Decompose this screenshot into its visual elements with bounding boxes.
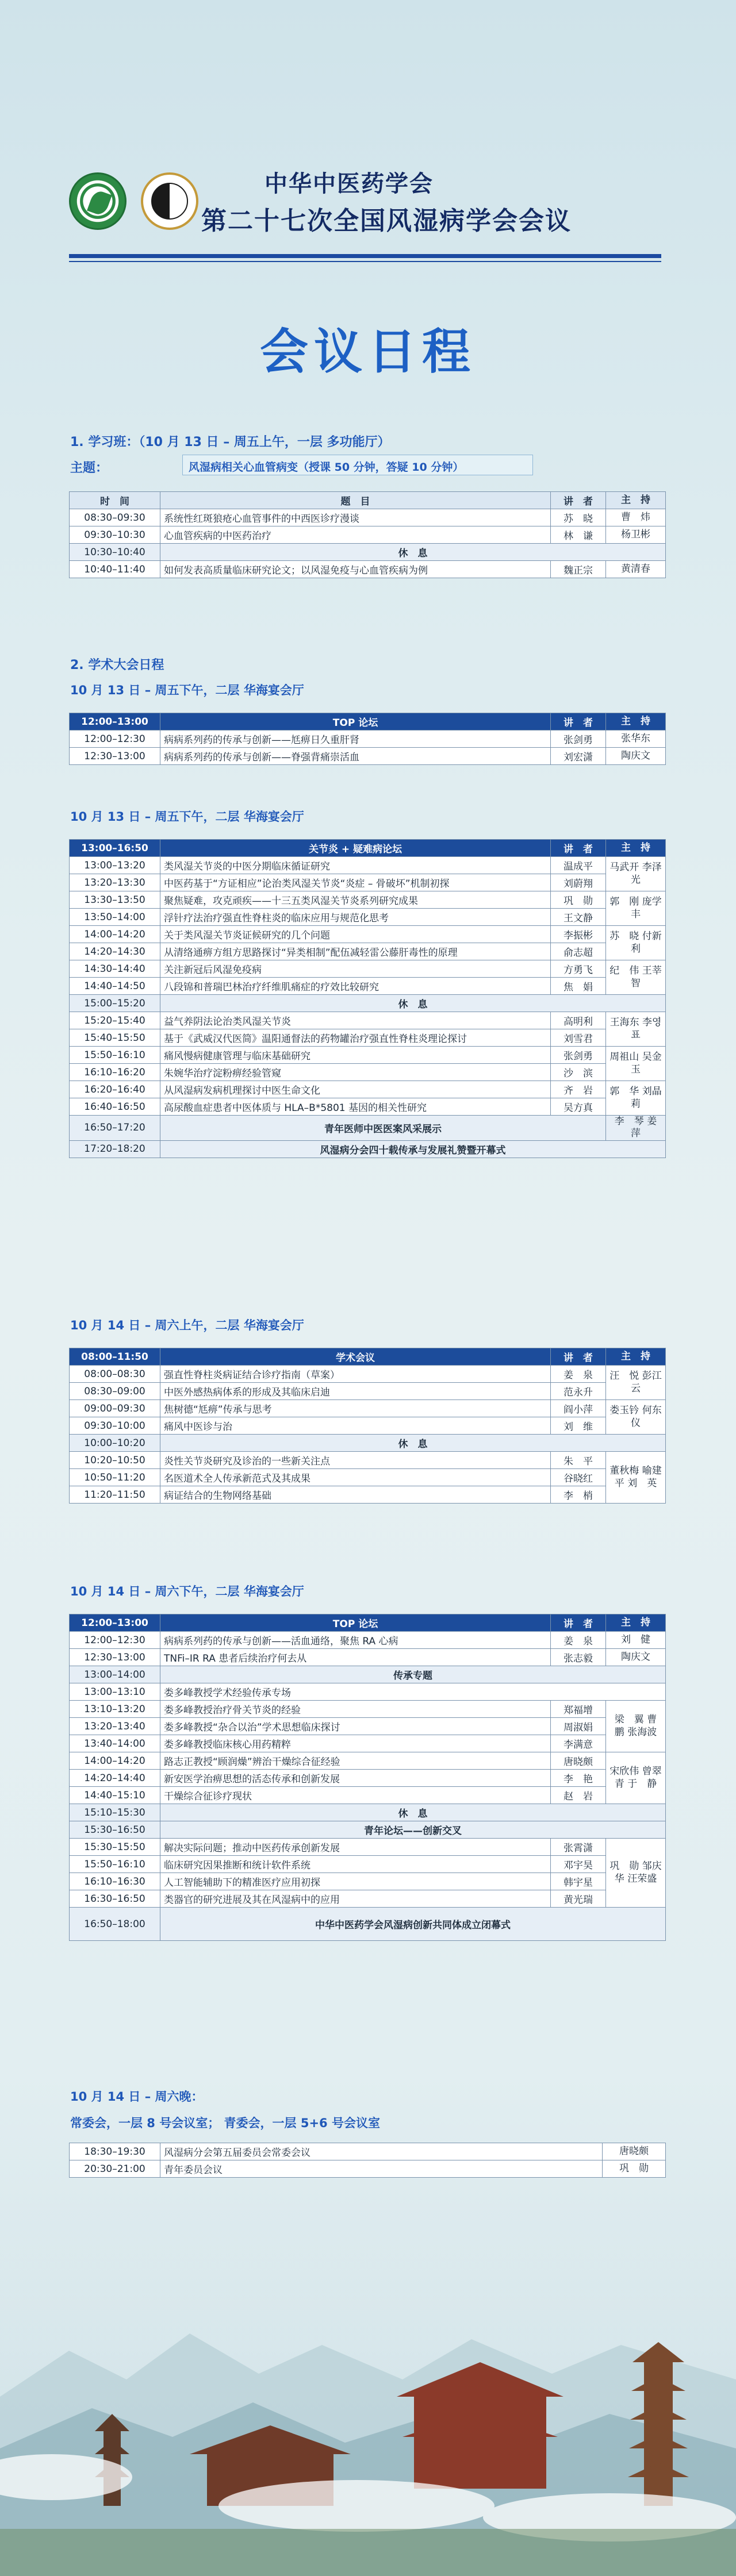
row-topic: 传承专题 (160, 1666, 666, 1683)
row-chair: 黄清春 (606, 561, 666, 578)
row-speaker: 巩 勋 (603, 2160, 666, 2178)
header-chair: 主 持 (606, 1614, 666, 1632)
row-chair: 周祖山 吴金玉 (606, 1047, 666, 1081)
row-time: 08:30–09:30 (70, 509, 160, 526)
row-speaker: 温成平 (551, 857, 606, 874)
row-time: 12:30–13:00 (70, 1649, 160, 1666)
table-row (70, 1486, 666, 1504)
s5-meeting-rooms: 常委会，一层 8 号会议室； 青委会，一层 5+6 号会议室 (70, 2116, 380, 2130)
table-row (70, 1752, 666, 1770)
row-topic: 休 息 (160, 1804, 666, 1821)
row-time: 08:00–08:30 (70, 1366, 160, 1383)
row-speaker: 李振彬 (551, 926, 606, 943)
table-arthritis-forum (69, 839, 666, 1158)
table-row (70, 857, 666, 874)
row-topic: 炎性关节炎研究及诊治的一些新关注点 (160, 1452, 551, 1469)
row-time: 12:00–12:30 (70, 1632, 160, 1649)
row-time: 10:30–10:40 (70, 544, 160, 561)
row-topic: 如何发表高质量临床研究论文；以风湿免疫与心血管疾病为例 (160, 561, 551, 578)
row-speaker: 张剑勇 (551, 1047, 606, 1064)
section1-topic-wrap (70, 455, 533, 475)
table-row (70, 1012, 666, 1029)
row-time: 13:20–13:30 (70, 874, 160, 891)
table-row (70, 943, 666, 960)
table-row (70, 1452, 666, 1469)
table-row (70, 561, 666, 578)
table-row (70, 1098, 666, 1116)
row-speaker: 苏 晓 (551, 509, 606, 526)
row-speaker: 魏正宗 (551, 561, 606, 578)
row-time: 13:50–14:00 (70, 909, 160, 926)
table-row (70, 1735, 666, 1752)
row-chair: 梁 翼 曹 鹏 张海波 (606, 1701, 666, 1752)
section1-topic: 风湿病相关心血管病变（授课 50 分钟，答疑 10 分钟） (182, 455, 533, 475)
row-topic: 基于《武威汉代医简》温阳通督法的药物罐治疗强直性脊柱炎理论探讨 (160, 1029, 551, 1047)
row-speaker: 王文静 (551, 909, 606, 926)
row-chair: 杨卫彬 (606, 526, 666, 544)
row-topic: 青年委员会议 (160, 2160, 603, 2178)
row-time: 14:40–15:10 (70, 1787, 160, 1804)
table-top-forum-fri (69, 713, 666, 765)
page-title: 会议日程 (259, 324, 476, 380)
row-speaker: 赵 岩 (551, 1787, 606, 1804)
table-row-special (70, 1821, 666, 1839)
row-speaker: 高明利 (551, 1012, 606, 1029)
row-speaker: 范永升 (551, 1383, 606, 1400)
yin-yang-logo-icon (141, 172, 198, 230)
row-topic: 风湿病分会四十载传承与发展礼赞暨开幕式 (160, 1140, 666, 1158)
table-academic-sat-am (69, 1348, 666, 1504)
table-row (70, 978, 666, 995)
row-speaker: 俞志超 (551, 943, 606, 960)
row-time: 09:30–10:30 (70, 526, 160, 544)
row-time: 15:10–15:30 (70, 1804, 160, 1821)
row-topic: 新安医学治痹思想的活态传承和创新发展 (160, 1770, 551, 1787)
ancient-city-landscape-illustration (0, 2207, 736, 2576)
row-chair: 刘 健 (606, 1632, 666, 1649)
table-row (70, 1029, 666, 1047)
row-topic: 关注新冠后风湿免疫病 (160, 960, 551, 978)
row-time: 15:50–16:10 (70, 1856, 160, 1873)
row-topic: 病病系列药的传承与创新——脊强背痛崇活血 (160, 748, 551, 765)
table-row-break (70, 995, 666, 1012)
row-time: 09:00–09:30 (70, 1400, 160, 1417)
row-time: 13:00–14:00 (70, 1666, 160, 1683)
table-row (70, 1839, 666, 1856)
row-chair: 董秋梅 喻建平 刘 英 (606, 1452, 666, 1504)
table-row (70, 926, 666, 943)
row-chair: 李 琴 姜 萍 (606, 1116, 666, 1141)
row-time: 15:30–15:50 (70, 1839, 160, 1856)
row-time: 15:30–16:50 (70, 1821, 160, 1839)
table-row-closing (70, 1908, 666, 1941)
row-speaker: 姜 泉 (551, 1366, 606, 1383)
row-topic: 娄多峰教授“杂合以治”学术思想临床探讨 (160, 1718, 551, 1735)
row-topic: 强直性脊柱炎病证结合诊疗指南（草案） (160, 1366, 551, 1383)
row-speaker: 李满意 (551, 1735, 606, 1752)
row-chair: 纪 伟 王莘智 (606, 960, 666, 995)
table-row (70, 891, 666, 909)
row-speaker: 唐晓颇 (551, 1752, 606, 1770)
col-header-time: 时 间 (70, 492, 160, 509)
row-topic: 高尿酸血症患者中医体质与 HLA–B*5801 基因的相关性研究 (160, 1098, 551, 1116)
row-speaker: 吴方真 (551, 1098, 606, 1116)
s3-subheading: 10 月 14 日 – 周六上午，二层 华海宴会厅 (70, 1318, 304, 1332)
row-chair: 郭 刚 庞学丰 (606, 891, 666, 926)
s1-subheading: 10 月 13 日 – 周五下午，二层 华海宴会厅 (70, 683, 304, 697)
row-time: 13:20–13:40 (70, 1718, 160, 1735)
row-speaker: 刘雪君 (551, 1029, 606, 1047)
row-speaker: 沙 滨 (551, 1064, 606, 1081)
table-evening-meetings (69, 2143, 666, 2178)
row-topic: 中医外感热病体系的形成及其临床启迪 (160, 1383, 551, 1400)
table-top-forum-sat (69, 1614, 666, 1941)
row-time: 16:10–16:30 (70, 1873, 160, 1890)
row-topic: 聚焦疑难，攻克顽疾——十三五类风湿关节炎系列研究成果 (160, 891, 551, 909)
table-row (70, 526, 666, 544)
header-time: 13:00–16:50 (70, 840, 160, 857)
row-time: 10:20–10:50 (70, 1452, 160, 1469)
row-time: 14:00–14:20 (70, 926, 160, 943)
row-topic: 病证结合的生物网络基础 (160, 1486, 551, 1504)
row-topic: 病病系列药的传承与创新——尪痹日久重肝肾 (160, 730, 551, 748)
header-divider-thin (69, 261, 661, 262)
row-topic: 中医药基于“方证相应”论治类风湿关节炎“炎症 – 骨破坏”机制初探 (160, 874, 551, 891)
org-title: 中华中医药学会 (264, 171, 434, 197)
row-time: 12:00–12:30 (70, 730, 160, 748)
row-speaker: 焦 娟 (551, 978, 606, 995)
row-chair: 张华东 (606, 730, 666, 748)
row-speaker: 周淑娟 (551, 1718, 606, 1735)
row-time: 13:00–13:10 (70, 1683, 160, 1701)
table-row (70, 1890, 666, 1908)
row-time: 14:00–14:20 (70, 1752, 160, 1770)
row-chair: 郭 华 刘晶莉 (606, 1081, 666, 1116)
row-topic: 痛风中医诊与治 (160, 1417, 551, 1435)
table-row (70, 1417, 666, 1435)
table-row (70, 2160, 666, 2178)
header-chair: 主 持 (606, 713, 666, 730)
table-row (70, 1469, 666, 1486)
row-topic: 中华中医药学会风湿病创新共同体成立闭幕式 (160, 1908, 666, 1941)
row-topic: 休 息 (160, 1435, 666, 1452)
table-row (70, 874, 666, 891)
table-row (70, 1081, 666, 1098)
section1-heading: 1. 学习班：（10 月 13 日 – 周五上午，一层 多功能厅） (70, 435, 390, 449)
table-row (70, 730, 666, 748)
row-speaker: 张志毅 (551, 1649, 606, 1666)
table-row (70, 1701, 666, 1718)
row-topic: 病病系列药的传承与创新——活血通络，聚焦 RA 心病 (160, 1632, 551, 1649)
row-topic: 心血管疾病的中医药治疗 (160, 526, 551, 544)
row-topic: 八段锦和普瑞巴林治疗纤维肌痛症的疗效比较研究 (160, 978, 551, 995)
header-title: TOP 论坛 (160, 1614, 551, 1632)
table-row (70, 960, 666, 978)
header (0, 155, 736, 270)
s5-subheading: 10 月 14 日 – 周六晚： (70, 2090, 204, 2104)
row-chair: 曹 炜 (606, 509, 666, 526)
row-time: 13:10–13:20 (70, 1701, 160, 1718)
row-time: 15:00–15:20 (70, 995, 160, 1012)
row-time: 10:40–11:40 (70, 561, 160, 578)
conference-title: 第二十七次全国风湿病学会会议 (201, 206, 572, 236)
s2-subheading: 10 月 13 日 – 周五下午，二层 华海宴会厅 (70, 810, 304, 824)
row-time: 13:00–13:20 (70, 857, 160, 874)
table-row (70, 1366, 666, 1383)
table-row-break (70, 1804, 666, 1821)
row-topic: 系统性红斑狼疮心血管事件的中西医诊疗漫谈 (160, 509, 551, 526)
row-time: 14:20–14:30 (70, 943, 160, 960)
row-topic: 类器官的研究进展及其在风湿病中的应用 (160, 1890, 551, 1908)
header-speaker: 讲 者 (551, 840, 606, 857)
row-speaker: 李 梢 (551, 1486, 606, 1504)
section1-topic-label: 主题： (70, 461, 109, 475)
table-row (70, 1683, 666, 1701)
header-title: 学术会议 (160, 1348, 551, 1366)
row-speaker: 林 谦 (551, 526, 606, 544)
table-row (70, 1047, 666, 1064)
row-speaker: 韩宇星 (551, 1873, 606, 1890)
row-speaker: 唐晓颇 (603, 2143, 666, 2160)
table-row (70, 1873, 666, 1890)
header-time: 08:00–11:50 (70, 1348, 160, 1366)
row-topic: 人工智能辅助下的精准医疗应用初探 (160, 1873, 551, 1890)
table-row-break (70, 544, 666, 561)
row-speaker: 谷晓红 (551, 1469, 606, 1486)
row-time: 17:20–18:20 (70, 1140, 160, 1158)
row-topic: 解决实际问题；推动中医药传承创新发展 (160, 1839, 551, 1856)
row-speaker: 张霄潇 (551, 1839, 606, 1856)
row-speaker: 刘宏潇 (551, 748, 606, 765)
row-speaker: 方勇飞 (551, 960, 606, 978)
table-row (70, 1383, 666, 1400)
row-topic: 干燥综合征诊疗现状 (160, 1787, 551, 1804)
row-time: 16:20–16:40 (70, 1081, 160, 1098)
header-time: 12:00–13:00 (70, 1614, 160, 1632)
row-topic: 朱婉华治疗淀粉痹经验管窥 (160, 1064, 551, 1081)
row-chair: 陶庆文 (606, 748, 666, 765)
table-row-youth (70, 1116, 666, 1141)
row-time: 15:20–15:40 (70, 1012, 160, 1029)
header-speaker: 讲 者 (551, 1614, 606, 1632)
row-chair: 娄玉钤 何东仪 (606, 1400, 666, 1435)
row-chair: 陶庆文 (606, 1649, 666, 1666)
row-time: 14:20–14:40 (70, 1770, 160, 1787)
row-chair: 苏 晓 付新利 (606, 926, 666, 960)
header-chair: 主 持 (606, 840, 666, 857)
table-row (70, 1770, 666, 1787)
row-speaker: 郑福增 (551, 1701, 606, 1718)
col-header-speaker: 讲 者 (551, 492, 606, 509)
row-time: 16:40–16:50 (70, 1098, 160, 1116)
row-time: 16:10–16:20 (70, 1064, 160, 1081)
row-topic: 关于类风湿关节炎证候研究的几个问题 (160, 926, 551, 943)
row-speaker: 黄光瑞 (551, 1890, 606, 1908)
header-divider (69, 254, 661, 258)
row-topic: 益气养阴法论治类风湿关节炎 (160, 1012, 551, 1029)
row-time: 14:40–14:50 (70, 978, 160, 995)
row-time: 16:50–18:00 (70, 1908, 160, 1941)
row-time: 13:30–13:50 (70, 891, 160, 909)
row-chair: 宋欣伟 曾翠青 于 静 (606, 1752, 666, 1804)
row-time: 16:50–17:20 (70, 1116, 160, 1141)
row-speaker: 刘蔚翔 (551, 874, 606, 891)
table-row (70, 1856, 666, 1873)
row-speaker: 邓宇昊 (551, 1856, 606, 1873)
table-row (70, 1064, 666, 1081)
row-time: 20:30–21:00 (70, 2160, 160, 2178)
row-topic: 路志正教授“顾润燥”辨治干燥综合征经验 (160, 1752, 551, 1770)
row-time: 15:50–16:10 (70, 1047, 160, 1064)
row-time: 15:40–15:50 (70, 1029, 160, 1047)
table-row-opening (70, 1140, 666, 1158)
row-chair: 王海东 李영표 (606, 1012, 666, 1047)
row-topic: 从清络通痹方组方思路探讨“异类相制”配伍减轻雷公藤肝毒性的原理 (160, 943, 551, 960)
row-topic: 浮针疗法治疗强直性脊柱炎的临床应用与规范化思考 (160, 909, 551, 926)
row-time: 09:30–10:00 (70, 1417, 160, 1435)
row-speaker: 朱 平 (551, 1452, 606, 1469)
row-time: 10:50–11:20 (70, 1469, 160, 1486)
col-header-topic: 题 目 (160, 492, 551, 509)
row-topic: 痛风慢病健康管理与临床基础研究 (160, 1047, 551, 1064)
row-topic: TNFi–IR RA 患者后续治疗何去从 (160, 1649, 551, 1666)
table-row (70, 1400, 666, 1417)
row-time: 08:30–09:00 (70, 1383, 160, 1400)
table-row (70, 509, 666, 526)
row-speaker: 巩 勋 (551, 891, 606, 909)
row-topic: 风湿病分会第五届委员会常委会议 (160, 2143, 603, 2160)
row-chair: 巩 勋 邹庆华 汪荣盛 (606, 1839, 666, 1908)
row-speaker: 齐 岩 (551, 1081, 606, 1098)
table-row (70, 909, 666, 926)
row-speaker: 李 艳 (551, 1770, 606, 1787)
header-chair: 主 持 (606, 1348, 666, 1366)
row-speaker: 张剑勇 (551, 730, 606, 748)
row-topic: 青年医师中医医案风采展示 (160, 1116, 606, 1141)
table-row-special (70, 1666, 666, 1683)
row-time: 14:30–14:40 (70, 960, 160, 978)
row-topic: 娄多峰教授临床核心用药精粹 (160, 1735, 551, 1752)
row-speaker: 刘 维 (551, 1417, 606, 1435)
row-topic: 从风湿病发病机理探讨中医生命文化 (160, 1081, 551, 1098)
header-title: 关节炎 + 疑难病论坛 (160, 840, 551, 857)
row-chair: 汪 悦 彭江云 (606, 1366, 666, 1400)
row-topic: 休 息 (160, 995, 666, 1012)
table-row (70, 1649, 666, 1666)
col-header-chair: 主 持 (606, 492, 666, 509)
row-speaker: 姜 泉 (551, 1632, 606, 1649)
table-row (70, 1632, 666, 1649)
section2-heading: 2. 学术大会日程 (70, 658, 164, 672)
row-topic: 休 息 (160, 544, 666, 561)
row-topic: 类风湿关节炎的中医分期临床循证研究 (160, 857, 551, 874)
row-time: 11:20–11:50 (70, 1486, 160, 1504)
row-topic: 青年论坛——创新交叉 (160, 1821, 666, 1839)
table-row (70, 1787, 666, 1804)
row-time: 10:00–10:20 (70, 1435, 160, 1452)
table-row (70, 1718, 666, 1735)
header-title: TOP 论坛 (160, 713, 551, 730)
row-time: 13:40–14:00 (70, 1735, 160, 1752)
row-speaker: 阎小萍 (551, 1400, 606, 1417)
row-topic: 名医道术全人传承新范式及其成果 (160, 1469, 551, 1486)
table-row-break (70, 1435, 666, 1452)
row-topic: 娄多峰教授治疗骨关节炎的经验 (160, 1701, 551, 1718)
header-speaker: 讲 者 (551, 713, 606, 730)
table-study-class (69, 491, 666, 578)
header-speaker: 讲 者 (551, 1348, 606, 1366)
row-time: 18:30–19:30 (70, 2143, 160, 2160)
header-time: 12:00–13:00 (70, 713, 160, 730)
table-row (70, 748, 666, 765)
row-topic: 临床研究因果推断和统计软件系统 (160, 1856, 551, 1873)
row-time: 16:30–16:50 (70, 1890, 160, 1908)
association-logo-icon (69, 172, 126, 230)
row-topic: 娄多峰教授学术经验传承专场 (160, 1683, 666, 1701)
row-chair: 马武开 李泽光 (606, 857, 666, 891)
row-time: 12:30–13:00 (70, 748, 160, 765)
s4-subheading: 10 月 14 日 – 周六下午，二层 华海宴会厅 (70, 1585, 304, 1598)
table-row (70, 2143, 666, 2160)
row-topic: 焦树德“尪痹”传承与思考 (160, 1400, 551, 1417)
